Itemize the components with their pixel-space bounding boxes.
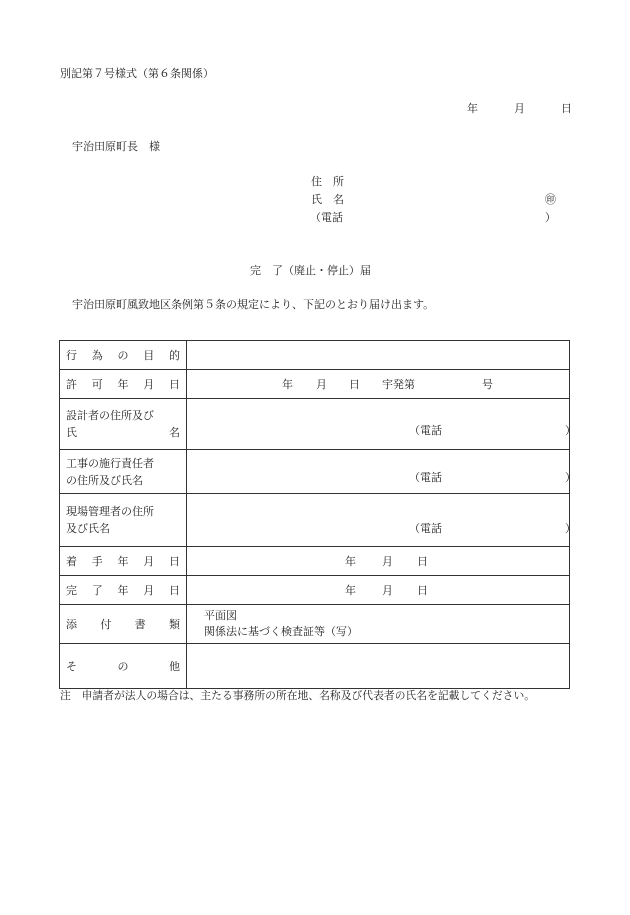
other-label: そ の 他 <box>66 660 180 673</box>
permit-date-label: 許 可 年 月 日 <box>66 378 180 391</box>
permit-year: 年 <box>282 378 293 391</box>
applicant-address-label: 住 所 <box>311 175 344 188</box>
applicant-name-label: 氏 名 <box>311 193 344 206</box>
document-title: 完 了（廃止・停止）届 <box>250 264 371 277</box>
table-row <box>60 576 570 605</box>
designer-phone-close: ） <box>565 424 576 437</box>
permit-date-value-cell <box>187 370 570 399</box>
contractor-phone-close: ） <box>565 471 576 484</box>
start-day: 日 <box>417 555 428 568</box>
end-date-value-cell <box>187 576 570 605</box>
seal-mark: ㊞ <box>545 193 556 206</box>
site-manager-label-cell <box>60 494 187 547</box>
table-row <box>60 341 570 370</box>
applicant-phone-open: （電話 <box>310 211 343 224</box>
table-row <box>60 547 570 576</box>
purpose-label: 行 為 の 目 的 <box>66 349 180 362</box>
start-date-value-cell <box>187 547 570 576</box>
table-row <box>60 644 570 689</box>
designer-phone-open: （電話 <box>409 424 442 437</box>
site-manager-value-cell <box>187 494 576 547</box>
form-number: 別記第７号様式（第６条関係） <box>60 67 214 80</box>
permit-prefix: 宇発第 <box>382 378 415 391</box>
date-month-label: 月 <box>514 102 525 115</box>
table-row <box>60 605 570 644</box>
other-label-cell <box>60 644 187 689</box>
addressee: 宇治田原町長 様 <box>72 140 160 153</box>
contractor-label: 工事の施行責任者 の住所及び氏名 <box>66 456 154 487</box>
table-row <box>60 399 570 450</box>
footnote: 注 申請者が法人の場合は、主たる事務所の所在地、名称及び代表者の氏名を記載してください。 <box>60 689 536 702</box>
attachments-label: 添 付 書 類 <box>66 618 180 631</box>
site-manager-phone-open: （電話 <box>409 522 442 535</box>
table-row <box>60 370 570 399</box>
table-row <box>60 450 570 494</box>
designer-label: 設計者の住所及び 氏 名 <box>66 409 180 439</box>
attachment-2: 関係法に基づく検査証等（写） <box>204 625 358 638</box>
table-row <box>60 494 570 547</box>
end-month: 月 <box>382 584 393 597</box>
attachment-1: 平面図 <box>204 609 237 622</box>
permit-month: 月 <box>316 378 327 391</box>
end-date-label-cell <box>60 576 187 605</box>
end-day: 日 <box>417 584 428 597</box>
attachments-label-cell <box>60 605 187 644</box>
designer-label-cell <box>60 399 187 450</box>
date-day-label: 日 <box>561 102 572 115</box>
attachments-value-cell <box>187 605 570 644</box>
start-month: 月 <box>382 555 393 568</box>
purpose-value-cell <box>187 341 570 370</box>
date-year-label: 年 <box>467 102 478 115</box>
other-value-cell <box>187 644 570 689</box>
permit-day: 日 <box>349 378 360 391</box>
site-manager-phone-close: ） <box>565 522 576 535</box>
report-table <box>59 340 576 689</box>
intro-text: 宇治田原町風致地区条例第５条の規定により、下記のとおり届け出ます。 <box>72 298 435 311</box>
end-date-label: 完 了 年 月 日 <box>66 584 180 597</box>
end-year: 年 <box>345 584 356 597</box>
start-date-label-cell <box>60 547 187 576</box>
start-date-label: 着 手 年 月 日 <box>66 555 180 568</box>
designer-value-cell <box>187 399 576 450</box>
start-year: 年 <box>345 555 356 568</box>
site-manager-label: 現場管理者の住所 及び氏名 <box>66 505 154 535</box>
contractor-phone-open: （電話 <box>409 471 442 484</box>
permit-date-label-cell <box>60 370 187 399</box>
permit-number-suffix: 号 <box>482 378 493 391</box>
contractor-label-cell <box>60 450 187 494</box>
contractor-value-cell <box>187 450 576 494</box>
applicant-phone-close: ） <box>545 211 556 224</box>
purpose-label-cell <box>60 341 187 370</box>
